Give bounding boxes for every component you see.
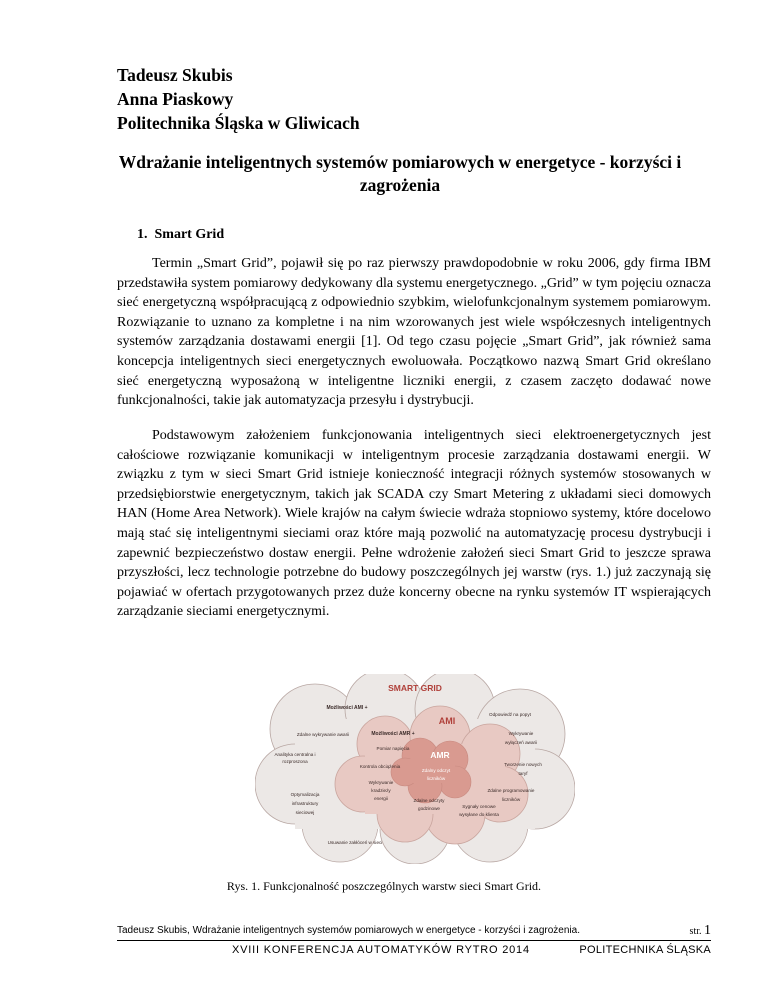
item-label: sieciowej [295, 810, 315, 815]
item-label: Optymalizacja [290, 792, 320, 797]
paragraph: Termin „Smart Grid”, pojawił się po raz pierwszy prawdopodobnie w roku 2006, gdy firma IBM przedstawiła system pomiarowy dedykowany dla systemu energetycznego. „Grid” w tym pojęciu oznacza sieć energetyczną współpracującą z odpowiednio szybkim, wielofunkcjonalnym systemem pomiarowym. Rozwiązanie to uznano za kompletne i na nim wzorowanych jest wiele współczesnych inteligentnych systemów zarządzania dostawami energii [1]. Od tego czasu pojęcie „Smart Grid”, jak również sama koncepcja inteligentnych sieci energetycznych ewoluowała. Początkowo nazwą Smart Grid określano sieć energetyczną wyposażoną w inteligentne liczniki energii, z czasem zaczęto dodawać nowe funkcjonalności, takie jak automatyzacja przesyłu i dystrybucji. [117, 256, 711, 409]
amr-label: AMR [430, 750, 450, 760]
figure-caption: Rys. 1. Funkcjonalność poszczególnych warstw sieci Smart Grid. [226, 879, 542, 893]
item-label: rozproszona [282, 759, 308, 764]
item-label: Tworzenie nowych [504, 762, 542, 767]
footer-citation-text: Tadeusz Skubis, Wdrażanie inteligentnych systemów pomiarowych w energetyce - korzyści i zagrożenia. [117, 925, 580, 936]
smart-grid-diagram [255, 674, 575, 864]
smart-grid-label: SMART GRID [388, 683, 442, 693]
item-label: Zdalny odczyt [421, 768, 451, 773]
item-label: godzinowe [418, 806, 440, 811]
item-label: Sygnały cenowe [462, 804, 496, 809]
paragraph: Podstawowym założeniem funkcjonowania inteligentnych sieci elektroenergetycznych jest całościowe rozwiązanie komunikacji w inteligentnym procesie zarządzania dostawami energii. W związku z tym w sieci Smart Grid istnieje konieczność integracji różnych systemów stosowanych w przedsiębiorstwie energetycznym, takich jak SCADA czy Smart Metering z układami sieci domowych HAN (Home Area Network). Wiele krajów na całym świecie wdraża stopniowo systemy, które docelowo mają stać się inteligentnymi sieciami oraz które mają pozwolić na automatyzację procesu dystrybucji i zapewnić bezpieczeństwo dostaw energii. Pełne wdrożenie założeń sieci Smart Grid to jeszcze sprawa przyszłości, lecz technologie potrzebne do budowy poszczególnych jej warstw (rys. 1.) już zaczynają się pojawiać w ofertach przygotowanych przez duże koncerny obecne na rynku systemów IT wspierających zarządzanie sieciami energetycznymi. [117, 428, 711, 620]
authors-block [117, 63, 360, 135]
page-number-block [690, 923, 711, 939]
university-name: POLITECHNIKA ŚLĄSKA [579, 944, 711, 956]
item-label: wyłączeń awarii [504, 740, 538, 745]
paper-title: Wdrażanie inteligentnych systemów pomiarowych w energetyce - korzyści i zagrożenia [118, 152, 682, 195]
item-label: wysyłane do klienta [459, 812, 499, 817]
affiliation: Politechnika Śląska w Gliwicach [117, 113, 360, 133]
item-label: Usuwanie zakłóceń w sieci [327, 840, 383, 845]
page-prefix: str. [689, 926, 702, 937]
item-label: Wykrywanie [368, 780, 394, 785]
author-name: Tadeusz Skubis [117, 65, 233, 85]
diagram-svg [255, 674, 575, 864]
item-label: Zdalne wykrywanie awarii [296, 732, 350, 737]
ami-label: AMI [438, 716, 456, 726]
item-label: kradzieży [371, 788, 391, 793]
page-number: 1 [704, 923, 711, 938]
footer-citation [117, 925, 711, 936]
author-name: Anna Piaskowy [117, 89, 234, 109]
item-label: Pomiar napięcia [376, 746, 410, 751]
item-label: infrastruktury [291, 801, 319, 806]
item-label: liczników [501, 797, 521, 802]
item-label: Odpowiedź na popyt [489, 712, 531, 717]
conference-name: XVIII KONFERENCJA AUTOMATYKÓW RYTRO 2014 [232, 944, 530, 956]
item-label: Zdalne programowanie [487, 788, 535, 793]
footer-rule [117, 940, 711, 941]
item-label: energii [374, 796, 388, 801]
ami-plus-label: Możliwości AMI + [326, 705, 368, 711]
item-label: liczników [426, 776, 446, 781]
amr-plus-label: Możliwości AMR + [371, 731, 415, 737]
item-label: Zdalne odczyty [413, 798, 445, 803]
item-label: taryf [518, 771, 528, 776]
section-heading: 1. Smart Grid [137, 227, 225, 242]
item-label: Kontrola obciążenia [359, 764, 401, 769]
item-label: Wykrywanie [508, 731, 534, 736]
item-label: Analityka centralna i [274, 752, 316, 757]
